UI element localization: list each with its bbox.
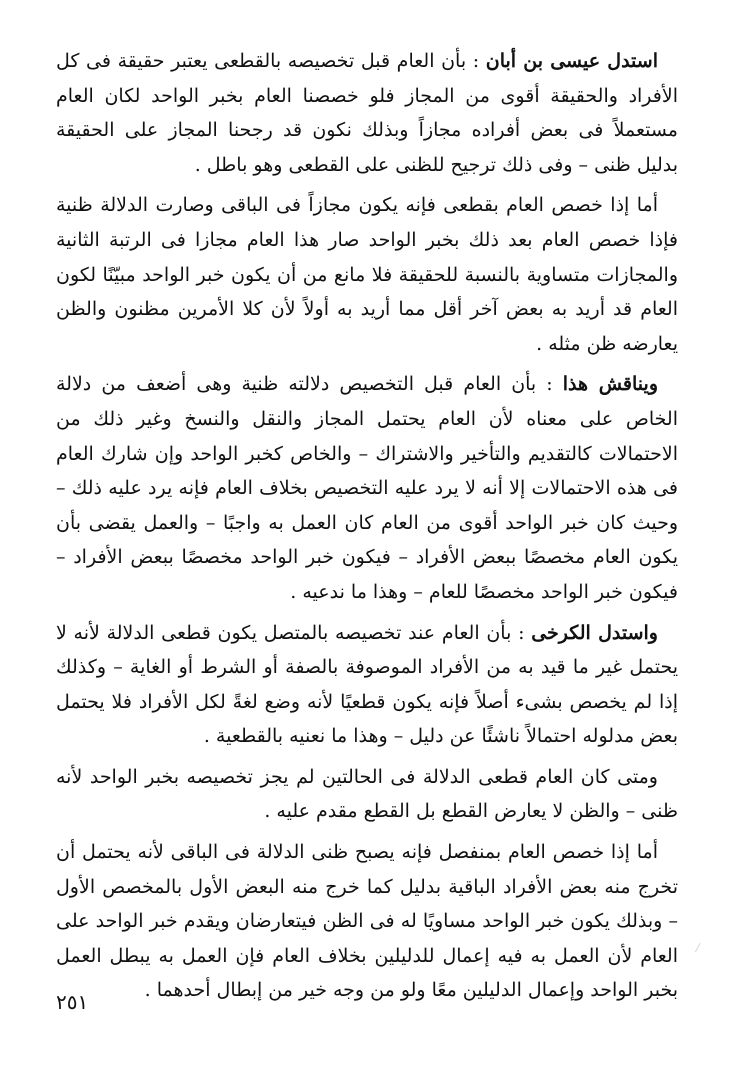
paragraph-text: أما إذا خصص العام بقطعى فإنه يكون مجازاً فى الباقى وصارت الدلالة ظنية فإذا خصص العام بعد ذلك بخبر الواحد صار هذا العام مجازا فى الرتبة الثانية والمجازات متساوية بالنسبة للحقيقة فلا مانع من أن يكون خبر الواحد مبيّنًا لكون العام قد أريد به بعض آخر أقل مما أريد به أولاً لأن كلا الأمرين مظنون والظن يعارضه ظن مثله . [56,194,678,355]
paragraph-lead: ويناقش هذا [562,373,658,396]
paragraph-separate-specifier [56,835,678,1008]
paragraph-isa-ibn-aban [56,44,678,182]
paragraph-lead: استدل عيسى بن أبان [485,50,658,72]
paragraph-text: : بأن العام قبل تخصيصه بالقطعى يعتبر حقيقة فى كل الأفراد والحقيقة أقوى من المجاز فلو خصصنا العام بخبر الواحد لكان العام مستعملاً فى بعض أفراده مجازاً وبذلك نكون قد رجحنا المجاز على الحقيقة بدليل ظنى – وفى ذلك ترجيح للظنى على القطعى وهو باطل . [56,50,678,176]
paragraph-karkhi [56,616,678,754]
document-body [56,44,678,1034]
paragraph-lead: واستدل الكرخى [531,621,658,644]
scan-mark [686,938,701,952]
paragraph-text: ومتى كان العام قطعى الدلالة فى الحالتين لم يجز تخصيصه بخبر الواحد لأنه ظنى – والظن لا يعارض القطع بل القطع مقدم عليه . [56,765,678,823]
paragraph-text: : بأن العام قبل التخصيص دلالته ظنية وهى أضعف من دلالة الخاص على معناه لأن العام يحتمل المجاز والنقل والنسخ وغير ذلك من الاحتمالات كالتقديم والتأخير والاشتراك – والخاص كخبر الواحد وإن شارك العام فى هذه الاحتمالات إلا أنه لا يرد عليه التخصيص بخلاف العام فإنه يرد عليه ذلك – وحيث كان خبر الواحد أقوى من العام كان العمل به واجبًا – والعمل يقضى بأن يكون العام مخصصًا ببعض الأفراد – فيكون خبر الواحد مخصصًا ببعض الأفراد – فيكون خبر الواحد مخصصًا للعام – وهذا ما ندعيه . [56,373,678,603]
page-number: ٢٥١ [56,990,89,1014]
paragraph-qati-both-cases [56,760,678,829]
paragraph-discussion [56,367,678,609]
paragraph-text: : بأن العام عند تخصيصه بالمتصل يكون قطعى الدلالة لأنه لا يحتمل غير ما قيد به من الأفراد الموصوفة بالصفة أو الشرط أو الغاية – وكذلك إذا لم يخصص بشىء أصلاً فإنه يكون قطعيًا لأنه وضع لغةً لكل الأفراد فلا يحتمل بعض مدلوله احتمالاً ناشئًا عن دليل – وهذا ما نعنيه بالقطعية . [56,621,678,748]
paragraph-text: أما إذا خصص العام بمنفصل فإنه يصبح ظنى الدلالة فى الباقى لأنه يحتمل أن تخرج منه بعض الأفراد الباقية بدليل كما خرج منه البعض الأول بالمخصص الأول – وبذلك يكون خبر الواحد مساويًا له فى الظن فيتعارضان ويقدم خبر الواحد على العام لأن العمل به فيه إعمال للدليلين بخلاف العام فإن العمل به يبطل العمل بخبر الواحد وإعمال الدليلين معًا ولو من وجه خير من إبطال أحدهما . [56,841,679,1002]
paragraph-specification-qati [56,188,678,361]
